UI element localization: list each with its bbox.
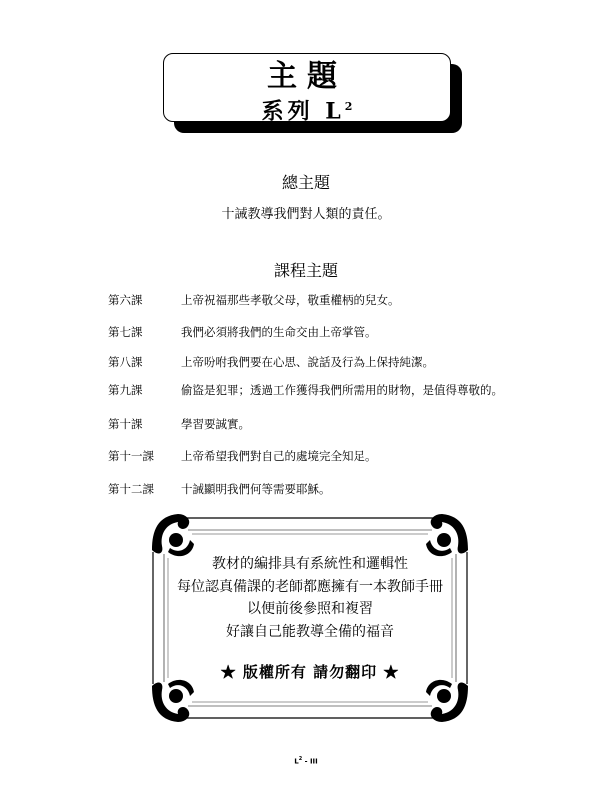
- title-box: [163, 53, 451, 125]
- page-number-prefix: L: [294, 757, 299, 766]
- lesson-number: 第十課: [108, 417, 143, 431]
- lesson-number: 第九課: [108, 383, 143, 397]
- copyright-notice: ★ 版權所有 請勿翻印 ★: [220, 663, 400, 681]
- page-number-suffix: - III: [302, 757, 318, 766]
- lesson-number: 第十一課: [108, 449, 154, 463]
- series-superscript: 2: [344, 100, 353, 113]
- notice-line: 好讓自己能教導全備的福音: [226, 623, 394, 640]
- page-number-sup: 2: [298, 756, 303, 762]
- notice-line: 每位認真備課的老師都應擁有一本教師手冊: [177, 578, 443, 595]
- notice-line: 以便前後參照和複習: [247, 601, 373, 617]
- lesson-number: 第八課: [108, 355, 143, 369]
- lesson-number: 第七課: [108, 325, 143, 339]
- lesson-number: 第十二課: [108, 482, 154, 496]
- lesson-text: 我們必須將我們的生命交由上帝掌管。: [181, 325, 377, 339]
- lesson-text: 偷盜是犯罪；透過工作獲得我們所需用的財物，是值得尊敬的。: [181, 383, 503, 397]
- lesson-text: 上帝吩咐我們要在心思、說話及行為上保持純潔。: [181, 355, 434, 369]
- lesson-text: 上帝祝福那些孝敬父母，敬重權柄的兒女。: [181, 293, 400, 307]
- lesson-text: 上帝希望我們對自己的處境完全知足。: [181, 449, 377, 463]
- notice-line: 教材的編排具有系統性和邏輯性: [212, 556, 408, 572]
- lesson-text: 學習要誠實。: [181, 417, 250, 431]
- lesson-number: 第六課: [108, 293, 143, 307]
- page-title: 主題: [267, 59, 347, 94]
- course-theme-heading: 課程主題: [273, 261, 338, 280]
- series-label: [164, 94, 450, 124]
- overall-theme-text: 十誡教導我們對人類的責任。: [221, 207, 391, 222]
- page-number: [0, 756, 612, 765]
- series-prefix: 系列 L: [261, 98, 345, 125]
- lesson-text: 十誡顯明我們何等需要耶穌。: [181, 482, 331, 496]
- overall-theme-heading: 總主題: [281, 173, 330, 192]
- frame-corner-ornament: [152, 514, 194, 556]
- notice-text: [148, 553, 472, 643]
